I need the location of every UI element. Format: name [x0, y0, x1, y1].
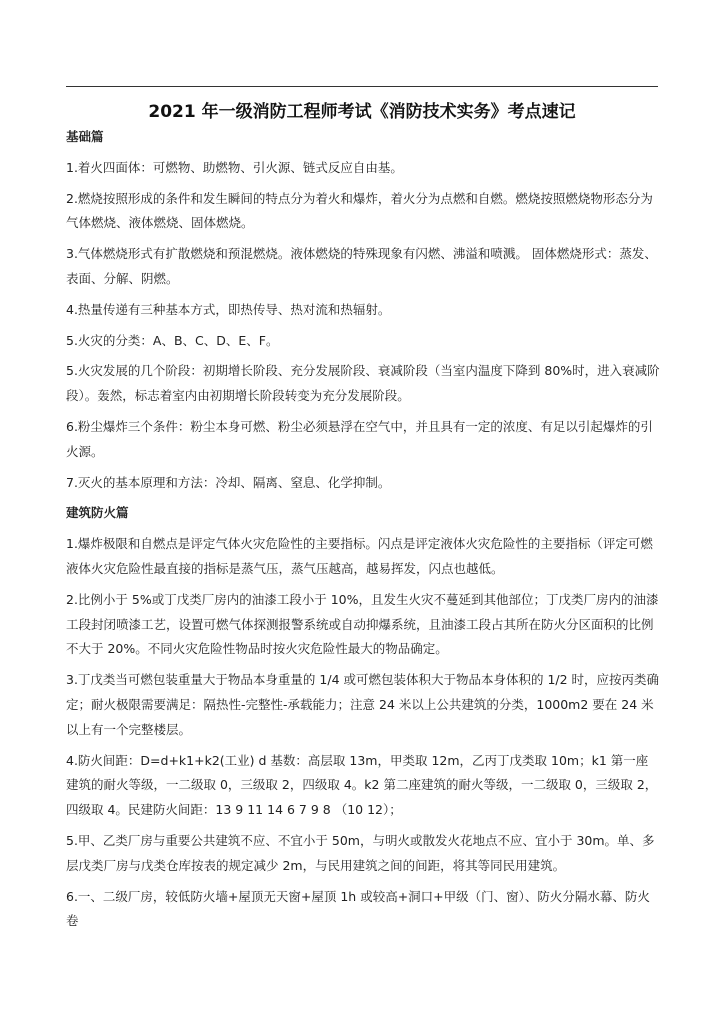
document-body	[66, 125, 660, 940]
paragraph: 5.火灾发展的几个阶段：初期增长阶段、充分发展阶段、衰减阶段（当室内温度下降到 80%时，进入衰减阶段）。轰然，标志着室内由初期增长阶段转变为充分发展阶段。	[66, 363, 660, 404]
paragraph: 3.丁戊类当可燃包装重量大于物品本身重量的 1/4 或可燃包装体积大于物品本身体积的 1/2 时，应按丙类确定；耐火极限需要满足：隔热性-完整性-承载能力；注意 24 米以上公共建筑的分类，1000m2 要在 24 米以上有一个完整楼层。	[66, 672, 660, 737]
paragraph: 6.粉尘爆炸三个条件：粉尘本身可燃、粉尘必须悬浮在空气中，并且具有一定的浓度、有足以引起爆炸的引火源。	[66, 418, 653, 459]
paragraph: 7.灭火的基本原理和方法：冷却、隔离、窒息、化学抑制。	[66, 474, 391, 490]
paragraph: 1.爆炸极限和自燃点是评定气体火灾危险性的主要指标。闪点是评定液体火灾危险性的主要指标（评定可燃液体火灾危险性最直接的指标是蒸气压，蒸气压越高，越易挥发，闪点也越低。	[66, 536, 653, 576]
paragraph: 4.防火间距：D=d+k1+k2(工业) d 基数：高层取 13m，甲类取 12m，乙丙丁戊类取 10m；k1 第一座建筑的耐火等级，一二级取 0，三级取 2，四级取 4。k2 第二座建筑的耐火等级，一二级取 0，三级取 2，四级取 4。民建防火间距：13 9 11 14 6 7 9 8 （10 12）；	[66, 752, 658, 818]
header-rule	[66, 86, 658, 87]
paragraph: 2.燃烧按照形成的条件和发生瞬间的特点分为着火和爆炸，着火分为点燃和自燃。燃烧按照燃烧物形态分为气体燃烧、液体燃烧、固体燃烧。	[66, 190, 653, 231]
paragraph: 2.比例小于 5%或丁戊类厂房内的油漆工段小于 10%，且发生火灾不蔓延到其他部位；丁戊类厂房内的油漆工段封闭喷漆工艺，设置可燃气体探测报警系统或自动抑爆系统，且油漆工段占其所在防火分区面积的比例不大于 20%。不同火灾危险性物品时按火灾危险性最大的物品确定。	[66, 591, 659, 657]
paragraph: 6.一、二级厂房，较低防火墙+屋顶无天窗+屋顶 1h 或较高+洞口+甲级（门、窗）、防火分隔水幕、防火卷	[66, 888, 650, 929]
paragraph: 5.火灾的分类：A、B、C、D、E、F。	[66, 332, 279, 348]
document-title: 2021 年一级消防工程师考试《消防技术实务》考点速记	[148, 102, 576, 122]
section-heading-basics: 基础篇	[66, 129, 104, 144]
paragraph: 3.气体燃烧形式有扩散燃烧和预混燃烧。液体燃烧的特殊现象有闪燃、沸溢和喷溅。 固体燃烧形式：蒸发、表面、分解、阴燃。	[66, 246, 657, 286]
paragraph: 5.甲、乙类厂房与重要公共建筑不应、不宜小于 50m，与明火或散发火花地点不应、宜小于 30m。单、多层戊类厂房与戊类仓库按表的规定减少 2m，与民用建筑之间的间距，将其等同民用建筑。	[66, 832, 655, 873]
paragraph: 1.着火四面体：可燃物、助燃物、引火源、链式反应自由基。	[66, 159, 403, 175]
paragraph: 4.热量传递有三种基本方式，即热传导、热对流和热辐射。	[66, 301, 391, 317]
section-heading-building-fire: 建筑防火篇	[66, 505, 129, 521]
